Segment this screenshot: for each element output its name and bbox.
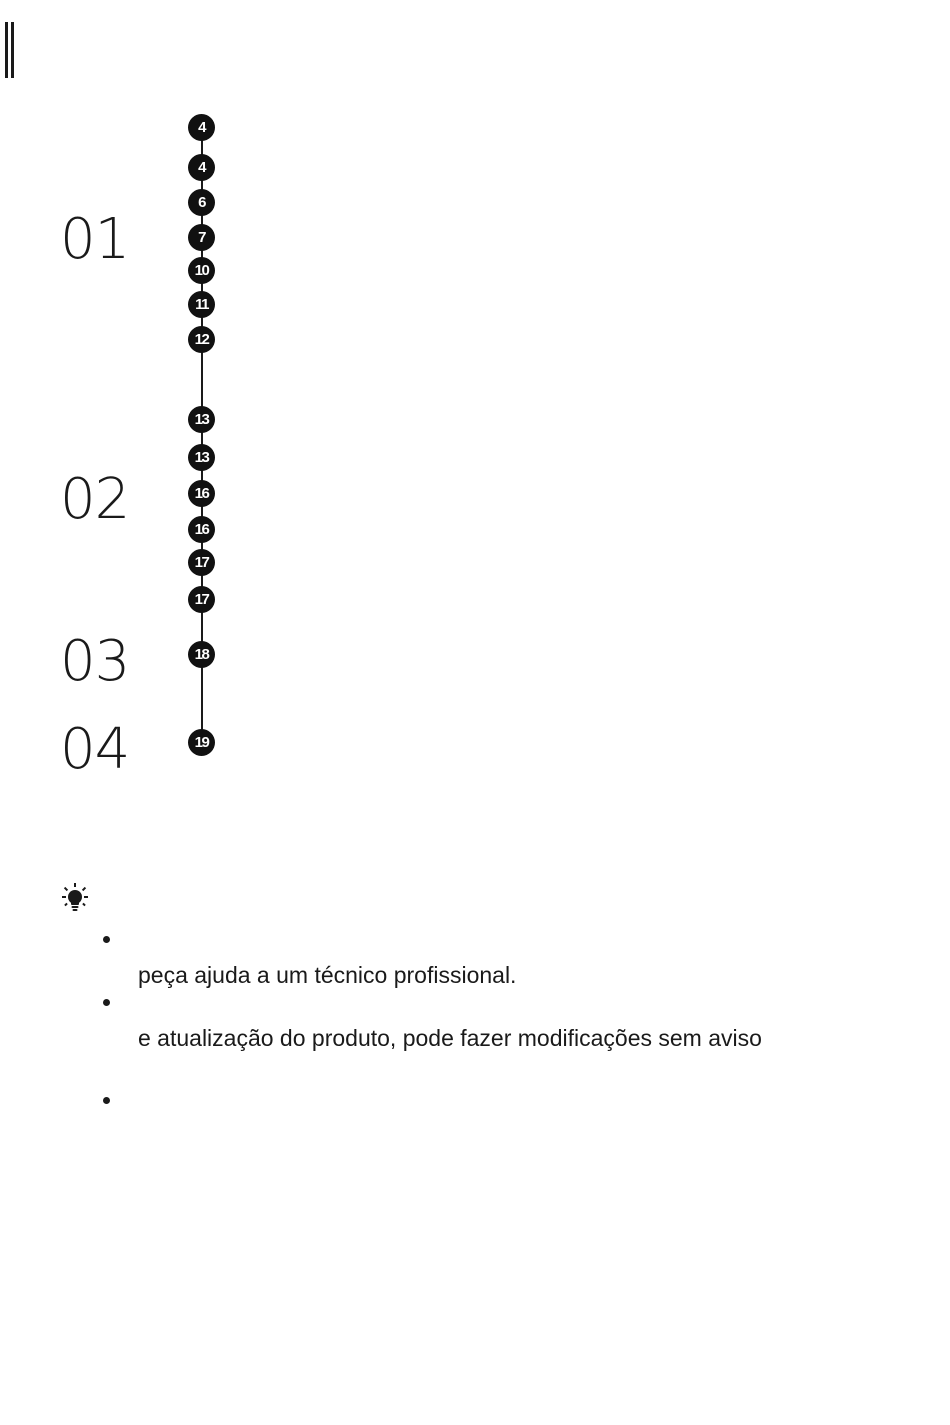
page-marker[interactable]: 18 [188,641,215,668]
section-number-04: 04 [60,717,130,782]
lightbulb-icon [60,880,94,920]
page-marker[interactable]: 10 [188,257,215,284]
page-marker[interactable]: 4 [188,154,215,181]
page-marker[interactable]: 19 [188,729,215,756]
section-number-01: 01 [60,207,130,272]
section-number-03: 03 [60,629,130,694]
page-marker[interactable]: 4 [188,114,215,141]
tip-text: peça ajuda a um técnico profissional. [138,962,517,988]
page-marker[interactable]: 7 [188,224,215,251]
header-bars-decoration [5,22,15,78]
page-marker[interactable]: 13 [188,444,215,471]
bullet-dot [103,1097,110,1104]
bullet-dot [103,936,110,943]
page-marker[interactable]: 17 [188,586,215,613]
bullet-dot [103,999,110,1006]
page-marker[interactable]: 16 [188,480,215,507]
page-marker[interactable]: 11 [188,291,215,318]
section-number-02: 02 [60,467,130,532]
page-marker[interactable]: 16 [188,516,215,543]
page-marker[interactable]: 13 [188,406,215,433]
tip-text: e atualização do produto, pode fazer modificações sem aviso [138,1025,762,1051]
page-marker[interactable]: 6 [188,189,215,216]
page-marker[interactable]: 12 [188,326,215,353]
page-marker[interactable]: 17 [188,549,215,576]
